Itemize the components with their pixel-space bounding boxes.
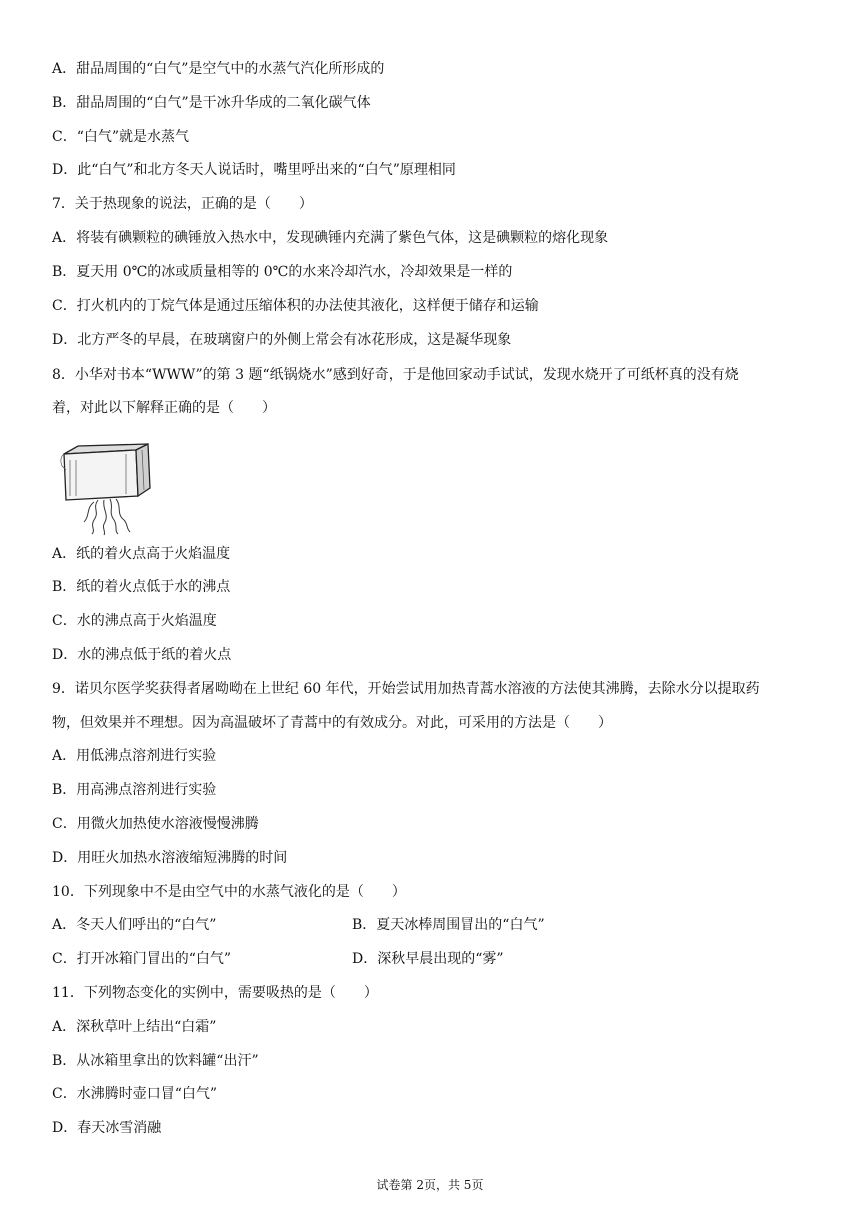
q8-option-b: B．纸的着火点低于水的沸点 (52, 579, 231, 595)
q8-stem-line2: 着，对此以下解释正确的是（ ） (52, 400, 276, 416)
q7-option-d: D．北方严冬的早晨，在玻璃窗户的外侧上常会有冰花形成，这是凝华现象 (52, 332, 512, 348)
q9-option-b: B．用高沸点溶剂进行实验 (52, 782, 217, 798)
q8-option-c: C．水的沸点高于火焰温度 (52, 613, 217, 629)
q10-option-d: D．深秋早晨出现的“雾” (352, 951, 504, 967)
q10-option-a: A．冬天人们呼出的“白气” (52, 917, 217, 933)
q9-option-c: C．用微火加热使水溶液慢慢沸腾 (52, 816, 259, 832)
q11-option-d: D．春天冰雪消融 (52, 1120, 162, 1136)
q11-stem: 11．下列物态变化的实例中，需要吸热的是（ ） (52, 985, 378, 1001)
q6-option-c: C．“白气”就是水蒸气 (52, 129, 190, 145)
q11-option-c: C．水沸腾时壶口冒“白气” (52, 1086, 218, 1102)
q7-option-b: B．夏天用 0℃的冰或质量相等的 0℃的水来冷却汽水，冷却效果是一样的 (52, 264, 513, 280)
q9-stem-line1: 9．诺贝尔医学奖获得者屠呦呦在上世纪 60 年代，开始尝试用加热青蒿水溶液的方法使其沸腾，去除水分以提取药 (52, 681, 760, 697)
q6-option-a: A．甜品周围的“白气”是空气中的水蒸气汽化所形成的 (52, 61, 385, 77)
page-footer: 试卷第 2页，共 5页 (376, 1178, 484, 1192)
q6-option-b: B．甜品周围的“白气”是干冰升华成的二氧化碳气体 (52, 95, 371, 111)
q10-option-c: C．打开冰箱门冒出的“白气” (52, 951, 232, 967)
q7-option-c: C．打火机内的丁烷气体是通过压缩体积的办法使其液化，这样便于储存和运输 (52, 298, 539, 314)
q8-stem-line1: 8．小华对书本“WWW”的第 3 题“纸锅烧水”感到好奇，于是他回家动手试试，发现水烧开了可纸杯真的没有烧 (52, 367, 739, 383)
q11-option-a: A．深秋草叶上结出“白霜” (52, 1019, 217, 1035)
q8-option-a: A．纸的着火点高于火焰温度 (52, 546, 231, 562)
q10-stem: 10．下列现象中不是由空气中的水蒸气液化的是（ ） (52, 884, 406, 900)
q7-option-a: A．将装有碘颗粒的碘锤放入热水中，发现碘锤内充满了紫色气体，这是碘颗粒的熔化现象 (52, 230, 609, 246)
q9-stem-line2: 物，但效果并不理想。因为高温破坏了青蒿中的有效成分。对此，可采用的方法是（ ） (52, 715, 612, 731)
q10-option-b: B．夏天冰棒周围冒出的“白气” (352, 917, 545, 933)
q11-option-b: B．从冰箱里拿出的饮料罐“出汗” (52, 1053, 259, 1069)
q8-option-d: D．水的沸点低于纸的着火点 (52, 647, 232, 663)
q6-option-d: D．此“白气”和北方冬天人说话时，嘴里呼出来的“白气”原理相同 (52, 162, 456, 178)
q9-option-a: A．用低沸点溶剂进行实验 (52, 748, 217, 764)
q7-stem: 7．关于热现象的说法，正确的是（ ） (52, 196, 313, 212)
paper-pot-figure (56, 440, 156, 536)
q9-option-d: D．用旺火加热水溶液缩短沸腾的时间 (52, 850, 288, 866)
